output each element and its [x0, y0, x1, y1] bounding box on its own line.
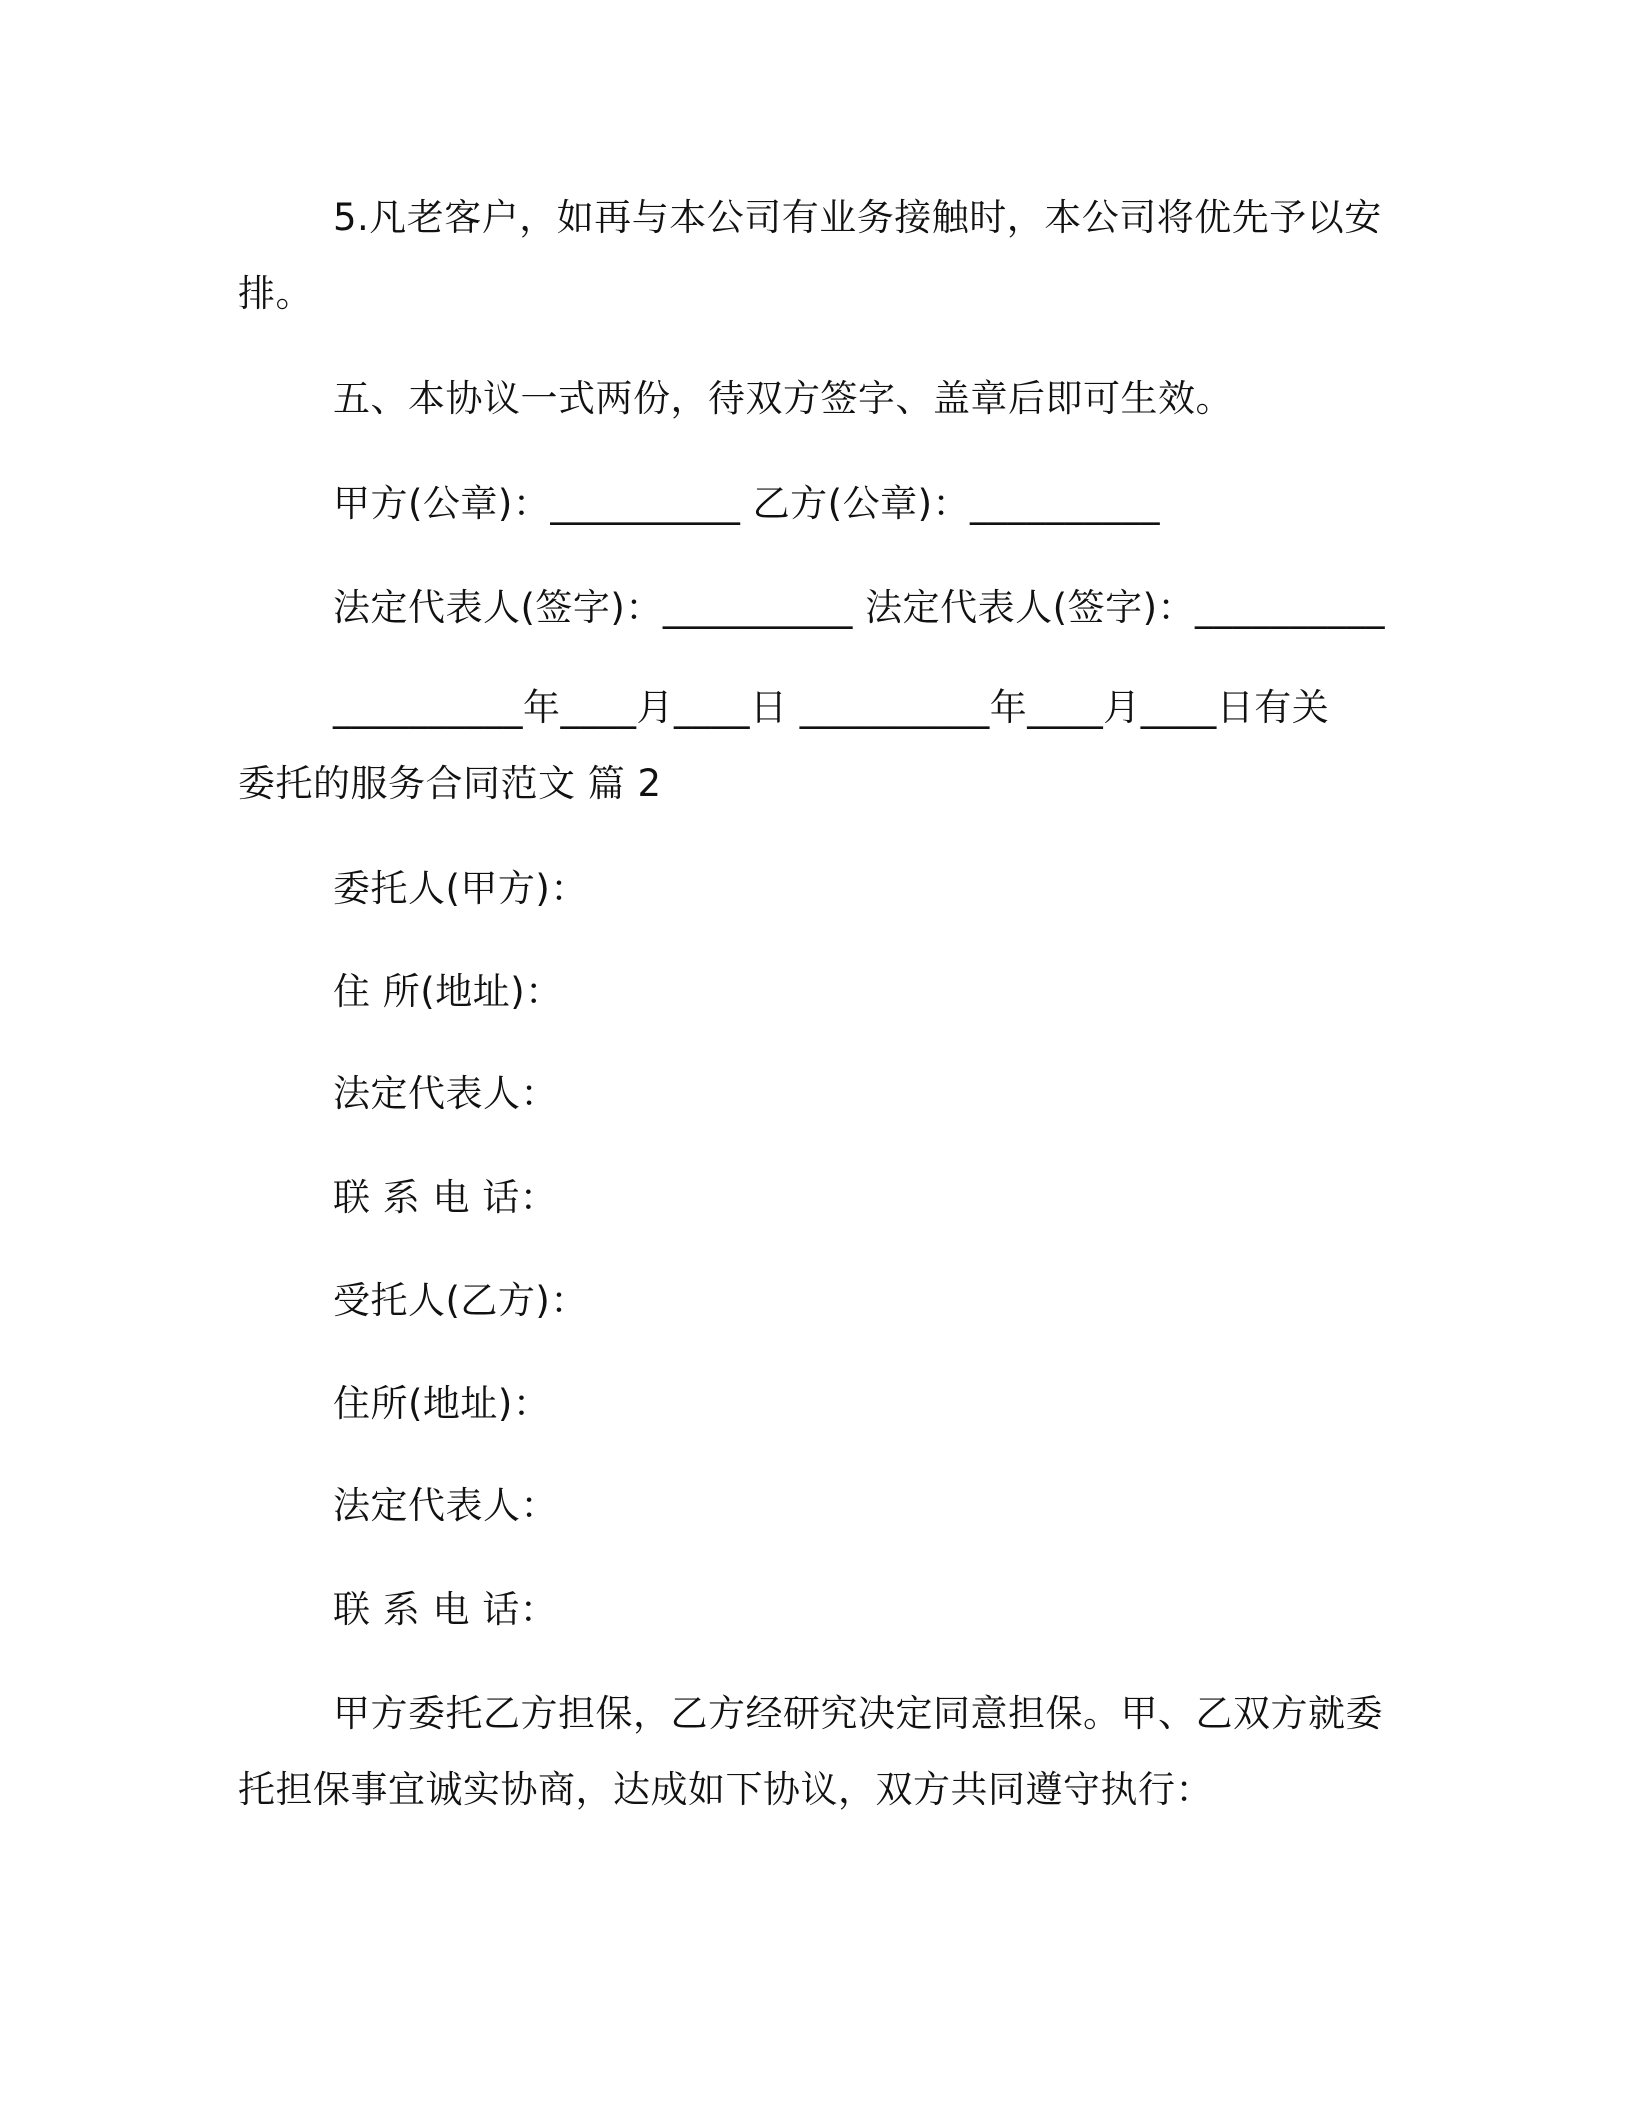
agreement-intro-line-2: 托担保事宜诚实协商，达成如下协议，双方共同遵守执行：	[238, 1768, 1213, 1811]
principal-address-label: 住 所(地址)：	[333, 970, 563, 1013]
legal-rep-signature-line: 法定代表人(签字)：__________ 法定代表人(签字)：__________	[333, 586, 1386, 629]
agent-legal-rep-label: 法定代表人：	[333, 1484, 558, 1527]
principal-legal-rep-label: 法定代表人：	[333, 1072, 558, 1115]
date-line: __________年____月____日 __________年____月____日有关	[333, 686, 1330, 729]
clause-5-line-2: 排。	[238, 272, 313, 315]
agent-phone-label: 联 系 电 话：	[333, 1588, 558, 1631]
clause-5-line-1: 5.凡老客户，如再与本公司有业务接触时，本公司将优先予以安	[333, 196, 1382, 239]
agreement-intro-line-1: 甲方委托乙方担保，乙方经研究决定同意担保。甲、乙双方就委	[333, 1692, 1383, 1735]
agent-address-label: 住所(地址)：	[333, 1382, 551, 1425]
principal-phone-label: 联 系 电 话：	[333, 1176, 558, 1219]
section-heading: 委托的服务合同范文 篇 2	[238, 762, 662, 805]
party-seal-line: 甲方(公章)：__________ 乙方(公章)：__________	[333, 482, 1161, 525]
principal-label: 委托人(甲方)：	[333, 867, 588, 910]
clause-five-effectiveness: 五、本协议一式两份，待双方签字、盖章后即可生效。	[333, 377, 1233, 420]
agent-label: 受托人(乙方)：	[333, 1279, 588, 1322]
